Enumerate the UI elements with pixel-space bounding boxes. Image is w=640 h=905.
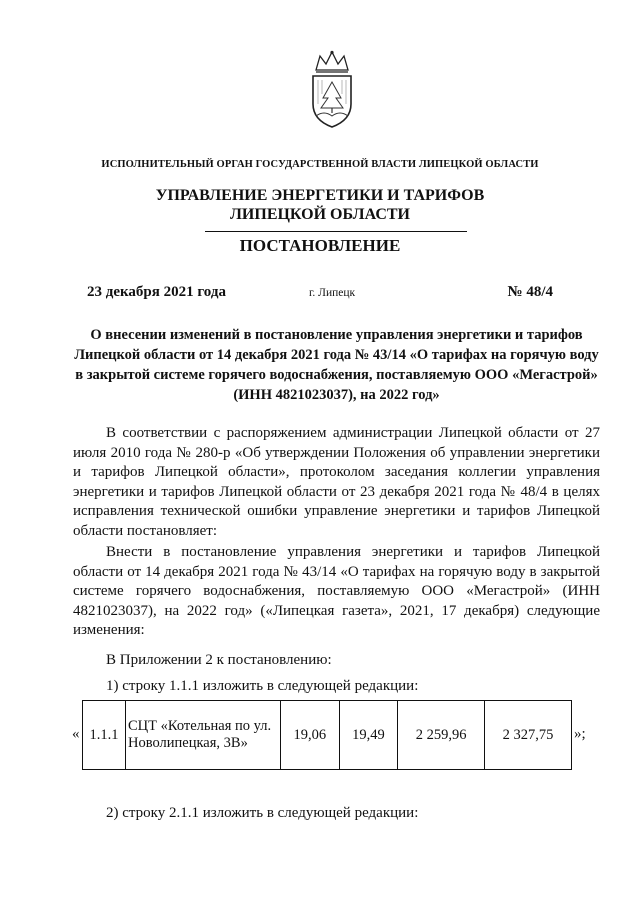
document-type: ПОСТАНОВЛЕНИЕ xyxy=(239,236,401,255)
cell-value-1: 19,06 xyxy=(281,701,340,770)
agency-title-line2: ЛИПЕЦКОЙ ОБЛАСТИ xyxy=(230,206,410,223)
tariff-table xyxy=(82,700,572,770)
document-subject: О внесении изменений в постановление управления энергетики и тарифов Липецкой области от 14 декабря 2021 года № 43/14 «О тарифах на горячую воду в закрытой системе горячего водоснабжения, поставляемую ООО «Мегастрой» (ИНН 4821023037), на 2022 год» xyxy=(74,327,599,403)
cell-name: СЦТ «Котельная по ул. Новолипецкая, 3В» xyxy=(126,701,281,770)
coat-of-arms-icon xyxy=(306,50,358,132)
document-city: г. Липецк xyxy=(309,287,356,299)
agency-title xyxy=(0,186,640,224)
document-number: № 48/4 xyxy=(507,284,553,300)
list-item-1: 1) строку 1.1.1 изложить в следующей редакции: xyxy=(106,678,419,694)
cell-code: 1.1.1 xyxy=(83,701,126,770)
table-row xyxy=(83,701,572,770)
header-divider xyxy=(205,231,467,232)
paragraph-basis: В соответствии с распоряжением администрации Липецкой области от 27 июля 2010 года № 280-р «Об утверждении Положения об управлении энергетики и тарифов Липецкой области», протоколом заседания коллегии управления энергетики и тарифов Липецкой области от 23 декабря 2021 года № 48/4 в целях исправления технической ошибки управление энергетики и тарифов Липецкой области постановляет: xyxy=(73,425,600,539)
authority-title: ИСПОЛНИТЕЛЬНЫЙ ОРГАН ГОСУДАРСТВЕННОЙ ВЛАСТИ ЛИПЕЦКОЙ ОБЛАСТИ xyxy=(101,159,539,170)
cell-value-2: 19,49 xyxy=(339,701,398,770)
agency-title-line1: УПРАВЛЕНИЕ ЭНЕРГЕТИКИ И ТАРИФОВ xyxy=(155,187,485,204)
paragraph-appendix: В Приложении 2 к постановлению: xyxy=(106,652,332,668)
list-item-2: 2) строку 2.1.1 изложить в следующей редакции: xyxy=(106,805,419,821)
table-quote-open: « xyxy=(72,726,80,742)
cell-value-4: 2 327,75 xyxy=(485,701,572,770)
document-date: 23 декабря 2021 года xyxy=(87,284,226,300)
cell-value-3: 2 259,96 xyxy=(398,701,485,770)
paragraph-amendment: Внести в постановление управления энергетики и тарифов Липецкой области от 14 декабря 2021 года № 43/14 «О тарифах на горячую воду в закрытой системе горячего водоснабжения, поставляемую ООО «Мегастрой» (ИНН 4821023037), на 2022 год» («Липецкая газета», 2021, 17 декабря) следующие изменения: xyxy=(73,544,600,639)
table-quote-close: »; xyxy=(574,726,586,742)
